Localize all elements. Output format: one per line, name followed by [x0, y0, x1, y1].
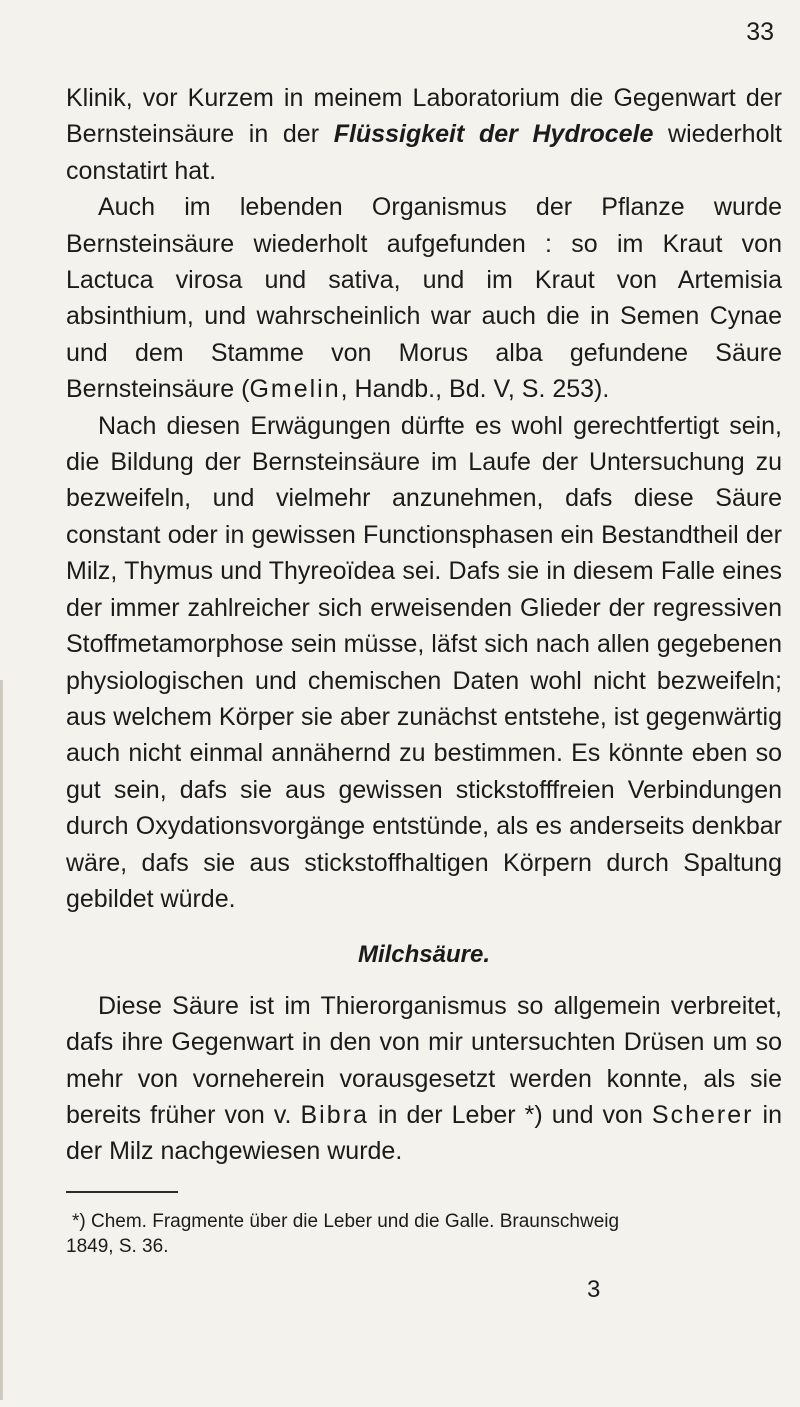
- footnote: [66, 1209, 782, 1259]
- text-run: Diese Säure ist im Thierorganismus so allgemein verbreitet, dafs ihre Gegenwart in den von mir untersuchten Drüsen um so mehr von vorneherein vorausgesetzt werden konnte, als sie bereits früher von v.: [66, 991, 782, 1129]
- text-run: , Handb., Bd. V, S. 253).: [340, 375, 610, 404]
- author-name: Gmelin: [249, 375, 341, 404]
- footnote-line-2: 1849, S. 36.: [66, 1236, 169, 1257]
- text-run: in der Leber *) und von: [368, 1100, 652, 1129]
- section-heading: Milchsäure.: [357, 941, 491, 969]
- body-text: [66, 80, 782, 1170]
- italic-term: Flüssigkeit der Hydrocele: [333, 120, 654, 149]
- text-run: Klinik, vor Kurzem in meinem Laboratorium die Gegenwart der Bernsteinsäure in der: [66, 84, 782, 149]
- text-run: wiederholt constatirt hat.: [66, 120, 782, 185]
- paragraph-2: [66, 189, 782, 407]
- paragraph-3: [66, 408, 782, 918]
- text-run: Auch im lebenden Organismus der Pflanze wurde Bernsteinsäure wiederholt aufgefunden : so im Kraut von Lactuca virosa und sativa, und im Kraut von Artemisia absinthium, und wahrscheinlich war auch die in Semen Cynae und dem Stamme von Morus alba gefundene Säure Bernsteinsäure (: [66, 193, 782, 404]
- signature-mark: 3: [587, 1276, 601, 1303]
- footnote-rule: [66, 1191, 178, 1193]
- text-run: Nach diesen Erwägungen dürfte es wohl gerechtfertigt sein, die Bildung der Bernsteinsäure im Laufe der Untersuchung zu bezweifeln, und vielmehr anzunehmen, dafs diese Säure constant oder in gewissen Functionsphasen ein Bestandtheil der Milz, Thymus und Thyreoïdea sei. Dafs sie in diesem Falle eines der immer zahlreicher sich erweisenden Glieder der regressiven Stoffmetamorphose sein müsse, läfst sich nach allen gegebenen physiologischen und chemischen Daten wohl nicht bezweifeln; aus welchem Körper sie aber zunächst entstehe, ist gegenwärtig auch nicht einmal annähernd zu bestimmen. Es könnte eben so gut sein, dafs sie aus gewissen stickstofffreien Verbindungen durch Oxydationsvorgänge entstünde, als es anderseits denkbar wäre, dafs sie aus stickstoffhaltigen Körpern durch Spaltung gebildet würde.: [66, 411, 782, 913]
- paragraph-1: [66, 80, 782, 189]
- author-name: Bibra: [300, 1100, 369, 1129]
- page-edge-shadow: [0, 680, 3, 1400]
- footnote-line-1: *) Chem. Fragmente über die Leber und die Galle. Braunschweig: [72, 1211, 620, 1232]
- text-run: in der Milz nachgewiesen wurde.: [66, 1100, 782, 1166]
- author-name: Scherer: [651, 1100, 754, 1129]
- page-number-top: 33: [746, 18, 774, 46]
- paragraph-4: [66, 988, 782, 1170]
